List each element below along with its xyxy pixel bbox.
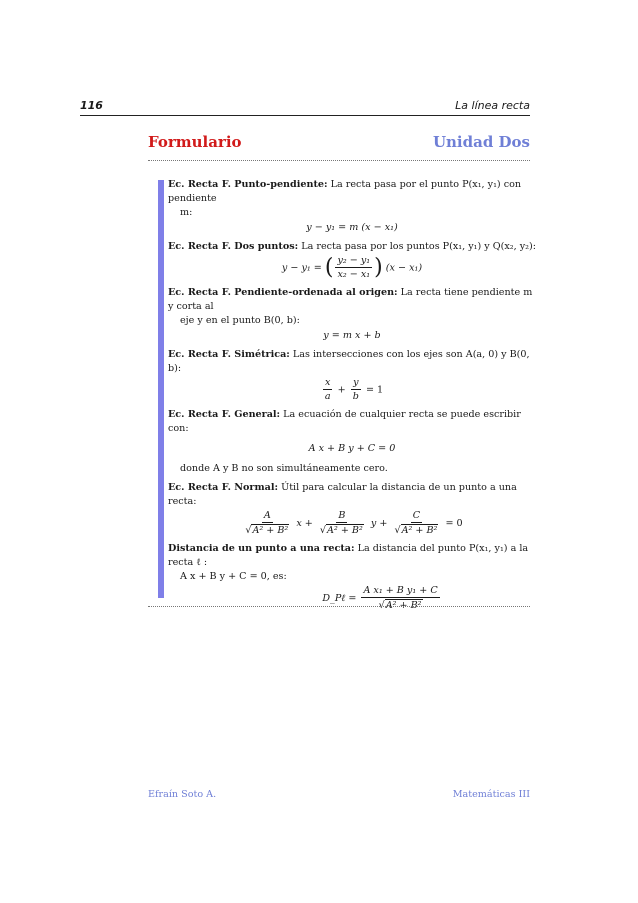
chapter-title: La línea recta xyxy=(455,99,530,112)
slope-fraction xyxy=(335,255,372,281)
header-rule xyxy=(80,115,530,116)
entry-label: Ec. Recta F. Dos puntos: xyxy=(168,241,299,252)
equation: y − y₁ = m (x − x₁) xyxy=(306,222,398,233)
entry-text: La distancia del punto P(x₁, y₁) a la recta ℓ : xyxy=(168,543,529,568)
fraction-denominator: x₂ − x₁ xyxy=(337,269,371,280)
entry-label: Ec. Recta F. Pendiente-ordenada al origen: xyxy=(168,287,398,298)
formula-entry-point-slope xyxy=(168,178,536,235)
unit-title: Unidad Dos xyxy=(432,133,530,151)
footer-author: Efraín Soto A. xyxy=(148,789,217,800)
page-number: 116 xyxy=(80,99,103,112)
normal-fraction-c xyxy=(392,510,440,537)
entry-text: La recta pasa por los puntos P(x₁, y₁) y Q(x₂, y₂): xyxy=(301,241,536,252)
fraction-numerator: B xyxy=(338,510,346,521)
entry-text: La ecuación de cualquier recta se puede escribir con: xyxy=(168,409,521,434)
fraction-denominator: a xyxy=(324,391,331,402)
fraction-denominator: b xyxy=(352,391,359,402)
fraction-numerator: A x₁ + B y₁ + C xyxy=(363,585,438,596)
footer-subject: Matemáticas III xyxy=(452,789,530,800)
formula-entry-symmetric xyxy=(168,348,536,403)
equation-rhs: = 1 xyxy=(365,384,384,396)
fraction-denominator: √A² + B² xyxy=(245,525,289,536)
fraction-numerator: y₂ − y₁ xyxy=(337,255,371,266)
formula-entry-two-points xyxy=(168,240,536,281)
equation-lhs: D_Pℓ = xyxy=(322,593,357,604)
entry-text: Útil para calcular la distancia de un punto a una recta: xyxy=(168,482,517,507)
x-term: x + xyxy=(296,518,313,529)
fraction-denominator: √A² + B² xyxy=(378,600,422,611)
plus-sign: + xyxy=(337,384,346,396)
formula-list xyxy=(168,178,536,617)
normal-fraction-b xyxy=(318,510,366,537)
normal-fraction-a xyxy=(243,510,291,537)
equation xyxy=(168,510,536,537)
equation-rhs: = 0 xyxy=(445,518,463,529)
x-over-a-fraction xyxy=(323,377,333,403)
entry-text: La recta tiene pendiente m y corta al xyxy=(168,287,533,312)
equation: A x + B y + C = 0 xyxy=(308,443,396,454)
entry-label: Ec. Recta F. Normal: xyxy=(168,482,279,493)
fraction-denominator: √A² + B² xyxy=(394,525,438,536)
distance-fraction xyxy=(361,585,439,612)
entry-text: La recta pasa por el punto P(x₁, y₁) con pendiente xyxy=(168,179,522,204)
equation: y = m x + b xyxy=(323,330,381,341)
dotted-divider-top xyxy=(148,160,530,161)
entry-text: Las intersecciones con los ejes son A(a, 0) y B(0, b): xyxy=(168,349,530,374)
equation xyxy=(168,585,536,612)
fraction-denominator: √A² + B² xyxy=(319,525,363,536)
equation-lhs: y − y₁ = xyxy=(281,262,322,274)
section-title: Formulario xyxy=(148,133,242,151)
fraction-numerator: y xyxy=(353,377,359,388)
entry-label: Ec. Recta F. Simétrica: xyxy=(168,349,290,360)
fraction-numerator: A xyxy=(263,510,271,521)
equation: y − y₁ = ( $\frac{\text{y₂ − y₁}}{\text{x₂ − x₁}}$ ) (x − x₁) xyxy=(281,255,423,280)
entry-text-continued: A x + B y + C = 0, es: xyxy=(180,571,287,582)
y-over-b-fraction xyxy=(351,377,361,403)
fraction-numerator: C xyxy=(412,510,421,521)
equation xyxy=(168,377,536,403)
dotted-divider-bottom xyxy=(148,606,530,607)
fraction-numerator: x xyxy=(324,377,331,388)
entry-text-continued: m: xyxy=(180,207,193,218)
equation-rhs: (x − x₁) xyxy=(385,262,423,274)
entry-note: donde A y B no son simultáneamente cero. xyxy=(180,463,388,474)
formula-sidebar-bar xyxy=(158,180,164,598)
formula-entry-normal xyxy=(168,481,536,537)
entry-label: Distancia de un punto a una recta: xyxy=(168,543,355,554)
entry-text-continued: eje y en el punto B(0, b): xyxy=(180,315,300,326)
formula-entry-distance xyxy=(168,542,536,612)
entry-label: Ec. Recta F. General: xyxy=(168,409,281,420)
y-term: y + xyxy=(370,518,388,529)
formula-entry-general xyxy=(168,408,536,476)
entry-label: Ec. Recta F. Punto-pendiente: xyxy=(168,179,328,190)
formula-entry-slope-intercept xyxy=(168,286,536,343)
